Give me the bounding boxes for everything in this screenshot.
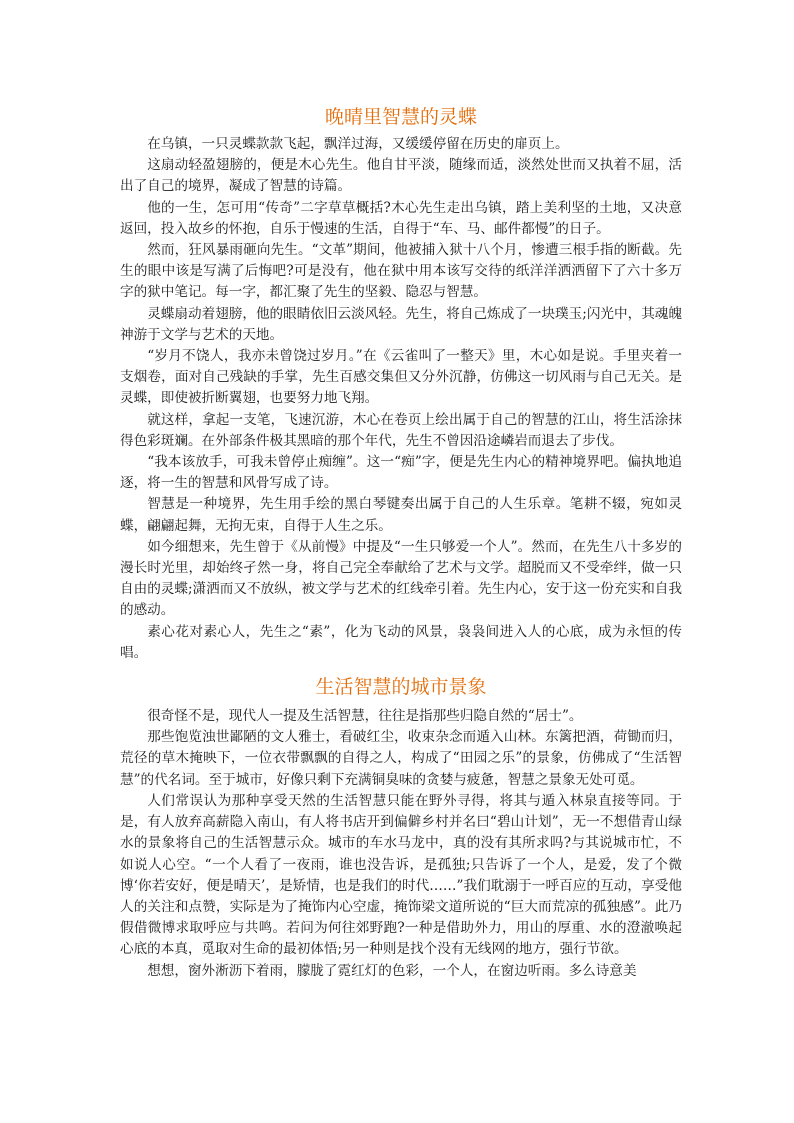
- paragraph: 很奇怪不是，现代人一提及生活智慧，往往是指那些归隐自然的“居士”。: [147, 708, 583, 725]
- document-page: [120, 100, 682, 982]
- paragraph: 素心花对素心人，先生之“素”，化为飞动的风景，袅袅间进入人的心底，成为永恒的传唱。: [120, 623, 682, 661]
- paragraph: 灵蝶扇动着翅膀，他的眼睛依旧云淡风轻。先生，将自己炼成了一块璞玉;闪光中，其魂魄神游于文学与艺术的天地。: [120, 305, 682, 343]
- paragraph: 如今细想来，先生曾于《从前慢》中提及“一生只够爱一个人”。然而，在先生八十多岁的漫长时光里，却始终孑然一身，将自己完全奉献给了艺术与文学。超脱而又不受牵绊，做一只自由的灵蝶;潇洒而又不放纵，被文学与艺术的红线牵引着。先生内心，安于这一份充实和自我的感动。: [120, 538, 682, 619]
- paragraph: “岁月不饶人，我亦未曾饶过岁月。”在《云雀叫了一整天》里，木心如是说。手里夹着一支烟卷，面对自己残缺的手掌，先生百感交集但又分外沉静，仿佛这一切风雨与自己无关。是灵蝶，即使被折断翼翅，也要努力地飞翔。: [120, 348, 682, 407]
- paragraph: 那些饱览浊世鄙陋的文人雅士，看破红尘，收束杂念而遁入山林。东篱把酒，荷锄而归，荒径的草木掩映下，一位衣带飘飘的自得之人，构成了“田园之乐”的景象，仿佛成了“生活智慧”的代名词。至于城市，好像只剩下充满铜臭味的贪婪与疲惫，智慧之景象无处可觅。: [120, 729, 682, 788]
- paragraph: 这扇动轻盈翅膀的，便是木心先生。他自甘平淡，随缘而适，淡然处世而又执着不屈，活出了自己的境界，凝成了智慧的诗篇。: [120, 157, 682, 195]
- paragraph: “我本该放手，可我未曾停止痴缠”。这一“痴”字，便是先生内心的精神境界吧。偏执地追逐，将一生的智慧和风骨写成了诗。: [120, 454, 682, 492]
- paragraph: 他的一生，怎可用“传奇”二字草草概括?木心先生走出乌镇，踏上美利坚的土地，又决意返回，投入故乡的怀抱，自乐于慢速的生活，自得于“车、马、邮件都慢”的日子。: [120, 199, 682, 237]
- section-2-body: [120, 706, 682, 982]
- section-1-body: [120, 134, 682, 664]
- section-title-2: 生活智慧的城市景象: [315, 676, 487, 699]
- paragraph: 人们常误认为那种享受天然的生活智慧只能在野外寻得，将其与遁入林泉直接等同。于是，有人放弃高薪隐入南山，有人将书店开到偏僻乡村并名曰“碧山计划”，无一不想借青山绿水的景象将自己的生活智慧示众。城市的车水马龙中，真的没有其所求吗?与其说城市忙，不如说人心空。“一个人看了一夜雨，谁也没告诉，是孤独;只告诉了一个人，是爱，发了个微博‘你若安好，便是晴天’，是矫情，也是我们的时代……”我们耽溺于一呼百应的互动，享受他人的关注和点赞，实际是为了掩饰内心空虚，掩饰梁文道所说的“巨大而荒凉的孤独感”。此乃假借微博求取呼应与共鸣。若问为何往郊野跑?一种是借助外力，用山的厚重、水的澄澈唤起心底的本真，觅取对生命的最初体悟;另一种则是找个没有无线网的地方，强行节欲。: [120, 792, 682, 958]
- paragraph: 就这样，拿起一支笔，飞速沉游，木心在卷页上绘出属于自己的智慧的江山，将生活涂抹得色彩斑斓。在外部条件极其黑暗的那个年代，先生不曾因沿途嶙岩而退去了步伐。: [120, 411, 682, 449]
- section-title-1: 晚晴里智慧的灵蝶: [324, 106, 477, 128]
- paragraph: 想想，窗外淅沥下着雨，朦胧了霓红灯的色彩，一个人，在窗边听雨。多么诗意美: [147, 962, 637, 979]
- paragraph: 然而，狂风暴雨砸向先生。“文革”期间，他被捕入狱十八个月，惨遭三根手指的断截。先生的眼中该是写满了后悔吧?可是没有，他在狱中用本该写交待的纸洋洋洒洒留下了六十多万字的狱中笔记。每一字，都汇聚了先生的坚毅、隐忍与智慧。: [120, 242, 682, 301]
- paragraph: 智慧是一种境界，先生用手绘的黑白琴键奏出属于自己的人生乐章。笔耕不辍，宛如灵蝶，翩翩起舞，无拘无束，自得于人生之乐。: [120, 496, 682, 534]
- paragraph: 在乌镇，一只灵蝶款款飞起，飘洋过海，又缓缓停留在历史的扉页上。: [147, 136, 569, 152]
